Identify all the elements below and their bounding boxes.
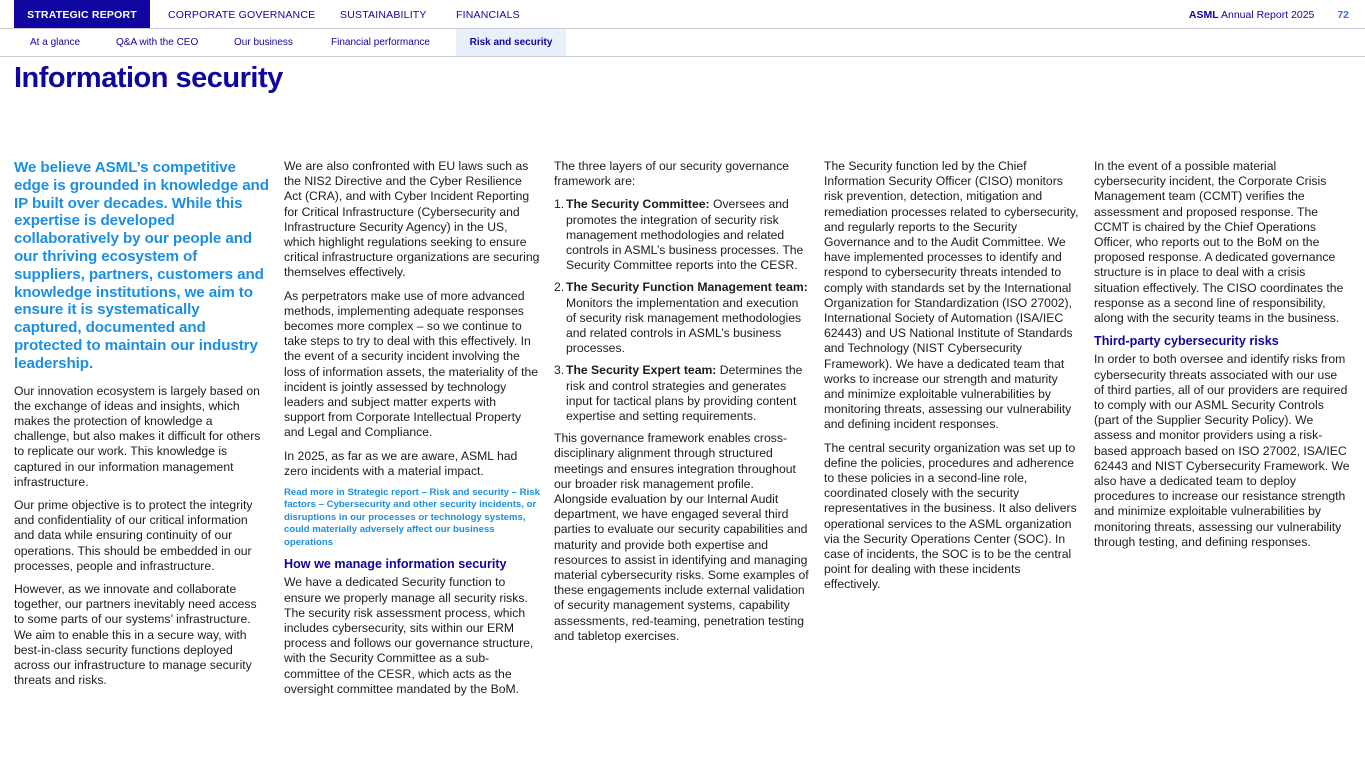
- lead-statement: We believe ASML’s competitive edge is grounded in knowledge and IP built over decades. While this expertise is developed collaboratively by our people and our thriving ecosystem of suppliers, partners, customers and knowledge institutions, we aim to ensure it is systematically captured, documented and protected to maintain our industry leadership.: [14, 159, 269, 372]
- read-more-link[interactable]: Read more in Strategic report – Risk and security – Risk factors – Cybersecurity and other security incidents, or disruptions in our processes or technology systems, could materially adversely affect our business operations: [284, 487, 540, 548]
- list-item: [554, 197, 810, 273]
- list-item: [554, 363, 810, 424]
- column-5: [1094, 159, 1350, 558]
- list-item-title: The Security Committee:: [566, 197, 710, 212]
- list-number: 1.: [554, 197, 565, 212]
- section-heading: How we manage information security: [284, 557, 507, 572]
- report-header: [1189, 0, 1349, 28]
- subtab-qa-with-ceo[interactable]: Q&A with the CEO: [116, 37, 199, 48]
- page-number: 72: [1337, 9, 1349, 21]
- list-item-title: The Security Function Management team:: [566, 280, 808, 295]
- paragraph: The Security function led by the Chief Information Security Officer (CISO) monitors risk prevention, detection, mitigation and remediation processes related to cybersecurity, and regularly reports to the Security Governance and to the Audit Committee. We have implemented processes to identify and respond to cybersecurity threats intended to comply with standards set by the International Organization for Standardization (ISO 27002), International Society of Automation (ISA/IEC 62443) and US National Institute of Standards and Technology (NIST Cybersecurity Framework). We have a dedicated team that works to increase our strength and maturity and minimize exploitable vulnerabilities by monitoring threats, assessing our vulnerability and defining incident responses.: [824, 159, 1079, 432]
- paragraph: The three layers of our security governance framework are:: [554, 159, 790, 189]
- subtab-our-business[interactable]: Our business: [234, 37, 293, 48]
- tab-financials[interactable]: FINANCIALS: [456, 9, 520, 21]
- paragraph: Our prime objective is to protect the integrity and confidentiality of our critical information and data while ensuring continuity of our operations. This should be embedded in our processes, people and infrastructure.: [14, 497, 253, 573]
- list-number: 2.: [554, 280, 565, 295]
- sub-navigation: [0, 29, 1365, 57]
- tab-sustainability[interactable]: SUSTAINABILITY: [340, 9, 427, 21]
- section-heading: Third-party cybersecurity risks: [1094, 334, 1279, 349]
- brand-name: ASML: [1188, 9, 1219, 21]
- top-navigation: [0, 0, 1365, 29]
- list-item-text: Determines the risk and control strategies and generates input for tactical plans by providing content expertise and setting requirements.: [566, 363, 803, 424]
- column-3: [554, 159, 810, 652]
- list-item-text: Monitors the implementation and execution of security risk management methodologies and related controls in ASML’s business processes.: [566, 295, 802, 356]
- paragraph: In the event of a possible material cybersecurity incident, the Corporate Crisis Management team (CCMT) verifies the assessment and proposed response. The CCMT is chaired by the Chief Operations Officer, who reports out to the BoM on the proposed response. A dedicated governance structure is in place to deal with a crisis situation effectively. The CISO coordinates the response as a second line of responsibility, along with the security teams in the business.: [1094, 159, 1344, 326]
- subtab-risk-and-security[interactable]: Risk and security: [456, 29, 566, 56]
- paragraph: In order to both oversee and identify risks from cybersecurity threats associated with our use of third parties, all of our providers are required to comply with our ASML Security Controls (part of the Supplier Security Policy). We assess and monitor providers using a risk-based approach based on ISO 27002, ISA/IEC 62443 and NIST Cybersecurity Framework. We also have a dedicated team to deploy procedures to increase our resistance strength and minimize exploitable vulnerabilities by monitoring threats, assessing our vulnerability through testing, and defining responses.: [1094, 352, 1350, 549]
- paragraph: We have a dedicated Security function to ensure we properly manage all security risks. The security risk assessment process, which includes cybersecurity, sits within our ERM process and follows our governance structure, with the Security Committee as a sub-committee of the CESR, which acts as the oversight committee mandated by the BoM.: [284, 575, 534, 696]
- subtab-financial-performance[interactable]: Financial performance: [331, 37, 430, 48]
- paragraph: However, as we innovate and collaborate together, our partners inevitably need access to some parts of our systems’ infrastructure. We aim to enable this in a secure way, with best-in-class security functions deployed across our infrastructure to manage security threats and risks.: [14, 582, 257, 688]
- list-item: [554, 280, 810, 356]
- paragraph: Our innovation ecosystem is largely based on the exchange of ideas and insights, which makes the protection of knowledge a challenge, but also makes it difficult for others to replicate our work. This knowledge is captured in our information management infrastructure.: [14, 383, 261, 489]
- governance-layers-list: [554, 197, 810, 424]
- subtab-at-a-glance[interactable]: At a glance: [30, 37, 81, 48]
- column-2: [284, 159, 540, 705]
- page-title: Information security: [14, 62, 283, 94]
- report-name: Annual Report 2025: [1220, 9, 1315, 21]
- tab-corporate-governance[interactable]: CORPORATE GOVERNANCE: [168, 9, 316, 21]
- list-number: 3.: [554, 363, 565, 378]
- column-1: [14, 159, 270, 696]
- list-item-title: The Security Expert team:: [566, 363, 717, 378]
- paragraph: In 2025, as far as we are aware, ASML had zero incidents with a material impact.: [284, 448, 518, 478]
- column-4: [824, 159, 1080, 601]
- paragraph: This governance framework enables cross-disciplinary alignment through structured meetings and ensures integration throughout our broader risk management profile. Alongside evaluation by our Internal Audit department, we have engaged several third parties to evaluate our security capabilities and maturity and provide both expertise and resources to assist in identifying and managing material cybersecurity risks. Some examples of these engagements include external validation of security management systems, capability assessments, red-teaming, penetration testing and tabletop exercises.: [554, 431, 809, 643]
- paragraph: The central security organization was set up to define the policies, procedures and adherence to these policies in a second-line role, coordinated closely with the security representatives in the business. It also delivers operational services to the ASML organization via the Security Operations Center (SOC). In case of incidents, the SOC is to be the central point for dealing with these incidents effectively.: [824, 440, 1077, 592]
- list-item-text: Oversees and promotes the integration of security risk management methodologies and related controls in ASML’s business processes. The Security Committee reports into the CESR.: [566, 197, 804, 273]
- paragraph: We are also confronted with EU laws such as the NIS2 Directive and the Cyber Resilience Act (CRA), and with Cyber Incident Reporting for Critical Infrastructure (Cybersecurity and Infrastructure Security Agency) in the US, which highlight regulations seeking to ensure critical infrastructure organizations are securing themselves effectively.: [284, 159, 540, 280]
- paragraph: As perpetrators make use of more advanced methods, implementing adequate responses becomes more complex – so we continue to take steps to try to deal with this effectively. In the event of a security incident involving the loss of information assets, the materiality of the incident is jointly assessed by technology leaders and subject matter experts with support from Corporate Intellectual Property and Legal and Compliance.: [284, 288, 539, 440]
- tab-strategic-report[interactable]: STRATEGIC REPORT: [14, 0, 150, 28]
